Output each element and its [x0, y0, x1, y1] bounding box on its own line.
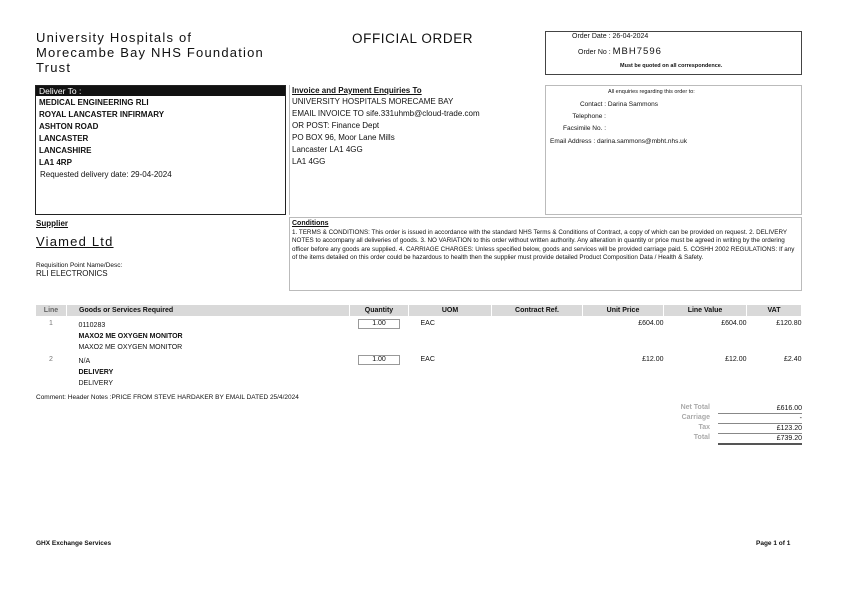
line-value-cell: £12.00	[725, 356, 747, 363]
supplier-heading: Supplier	[36, 219, 69, 228]
quantity-value: 1.00	[358, 355, 400, 365]
requisition-point-label: Requisition Point Name/Desc:	[36, 262, 123, 269]
total-row	[640, 434, 802, 444]
address-line: LANCASHIRE	[39, 146, 92, 155]
order-info-box	[545, 31, 802, 75]
contract-ref-cell	[492, 353, 583, 389]
col-quantity: Quantity	[350, 305, 409, 317]
org-line: University Hospitals of	[36, 30, 193, 45]
address-line: ROYAL LANCASTER INFIRMARY	[39, 110, 165, 119]
uom-cell: EAC	[420, 320, 435, 327]
footer-provider: GHX Exchange Services	[36, 540, 112, 547]
goods-code: N/A	[78, 358, 91, 365]
invoice-line: OR POST: Finance Dept	[292, 121, 380, 130]
col-goods: Goods or Services Required	[67, 305, 350, 317]
quantity-cell	[350, 317, 409, 354]
tax-value: £123.20	[718, 424, 802, 434]
page-number: Page 1 of 1	[756, 540, 791, 547]
order-date-row	[572, 33, 648, 40]
supplier-name: Viamed Ltd	[36, 234, 114, 249]
requested-delivery-date: Requested delivery date: 29-04-2024	[40, 170, 172, 179]
totals-block	[640, 404, 802, 444]
invoice-heading: Invoice and Payment Enquiries To	[292, 86, 422, 95]
col-unit-price: Unit Price	[583, 305, 664, 317]
fax-label: Facsimile No. :	[563, 125, 606, 132]
col-line: Line	[36, 305, 67, 317]
telephone-label: Telephone :	[572, 113, 606, 120]
goods-description	[67, 353, 350, 389]
deliver-address	[36, 96, 285, 170]
goods-name: MAXO2 ME OXYGEN MONITOR	[78, 333, 183, 340]
address-line: LANCASTER	[39, 134, 89, 143]
address-line: ASHTON ROAD	[39, 122, 99, 131]
net-total-row	[640, 404, 802, 414]
vat-cell: £120.80	[776, 320, 802, 327]
table-header-row	[36, 305, 802, 317]
deliver-to-heading: Deliver To :	[36, 86, 285, 96]
tax-row	[640, 424, 802, 434]
quantity-value: 1.00	[358, 319, 400, 329]
goods-description	[67, 317, 350, 354]
goods-name: DELIVERY	[78, 369, 114, 376]
address-line: MEDICAL ENGINEERING RLI	[39, 98, 149, 107]
invoice-line: EMAIL INVOICE TO sife.331uhmb@cloud-trade.com	[292, 109, 480, 118]
quantity-cell	[350, 353, 409, 389]
contact-row	[546, 101, 658, 108]
line-number: 2	[49, 356, 53, 363]
table-row	[36, 317, 802, 354]
goods-detail: DELIVERY	[78, 380, 113, 387]
carriage-value: -	[718, 414, 802, 424]
goods-detail: MAXO2 ME OXYGEN MONITOR	[78, 344, 183, 351]
tax-label: Tax	[698, 424, 710, 431]
org-line: Trust	[36, 60, 72, 75]
fax-row	[546, 125, 606, 132]
address-line: LA1 4RP	[39, 158, 72, 167]
requisition-point-value: RLI ELECTRONICS	[36, 269, 108, 278]
invoice-line: LA1 4GG	[292, 157, 326, 166]
order-no-row	[578, 46, 662, 57]
deliver-to-box	[35, 85, 286, 215]
conditions-heading: Conditions	[292, 220, 329, 227]
invoice-line: Lancaster LA1 4GG	[292, 145, 363, 154]
order-date-value: 26-04-2024	[612, 33, 649, 40]
line-value-cell: £604.00	[721, 320, 747, 327]
unit-price-cell: £604.00	[638, 320, 664, 327]
telephone-row	[546, 113, 606, 120]
email-label: Email Address :	[550, 138, 596, 145]
email-value: darina.sammons@mbht.nhs.uk	[596, 138, 688, 145]
invoice-box	[289, 85, 544, 215]
table-row	[36, 353, 802, 389]
order-no-note: Must be quoted on all correspondence.	[620, 63, 723, 69]
order-lines-table	[35, 304, 802, 389]
carriage-row	[640, 414, 802, 424]
contact-label: Contact :	[579, 101, 606, 108]
contact-note: All enquiries regarding this order to:	[608, 89, 695, 95]
vat-cell: £2.40	[783, 356, 802, 363]
col-vat: VAT	[747, 305, 802, 317]
uom-cell: EAC	[420, 356, 435, 363]
total-value: £739.20	[718, 434, 802, 445]
order-no-value: MBH7596	[612, 46, 662, 57]
contact-value: Darina Sammons	[607, 101, 659, 108]
invoice-line: UNIVERSITY HOSPITALS MORECAME BAY	[292, 97, 454, 106]
document-title: OFFICIAL ORDER	[352, 31, 474, 46]
header-comment: Comment: Header Notes :PRICE FROM STEVE HARDAKER BY EMAIL DATED 25/4/2024	[36, 394, 299, 401]
net-total-label: Net Total	[680, 404, 710, 411]
invoice-line: PO BOX 96, Moor Lane Mills	[292, 133, 395, 142]
conditions-text: 1. TERMS & CONDITIONS: This order is issued in accordance with the standard NHS Terms & Conditions of Contract, a copy of which can be provided on request. 2. DELIVERY NOTES to accompany all deliveries of goods. 3. NO VARIATION to this order without written authority. Any alteration in quantity or price must be agreed in writing by the ordering officer before any goods are supplied. 4. CARRIAGE CHARGES: Unless specified below, goods and services will be provided carriage paid. 5. COSHH 2002 REGULATIONS: If any of the items detailed on this order could be hazardous to health then the supplier must provide detailed Product Composition Data / Health & Safety.	[292, 229, 795, 261]
net-total-value: £616.00	[718, 404, 802, 414]
contact-box	[545, 85, 802, 215]
conditions-box	[289, 217, 802, 291]
order-no-label: Order No :	[578, 49, 611, 56]
col-line-value: Line Value	[664, 305, 747, 317]
col-contract-ref: Contract Ref.	[492, 305, 583, 317]
line-number: 1	[49, 320, 53, 327]
org-line: Morecambe Bay NHS Foundation	[36, 45, 264, 60]
order-date-label: Order Date :	[572, 33, 611, 40]
col-uom: UOM	[409, 305, 492, 317]
invoice-address	[290, 96, 544, 168]
carriage-label: Carriage	[681, 414, 710, 421]
total-label: Total	[693, 434, 710, 441]
contract-ref-cell	[492, 317, 583, 354]
goods-code: 0110283	[78, 322, 106, 329]
unit-price-cell: £12.00	[642, 356, 664, 363]
email-row	[550, 138, 687, 145]
organisation-name	[36, 30, 316, 75]
